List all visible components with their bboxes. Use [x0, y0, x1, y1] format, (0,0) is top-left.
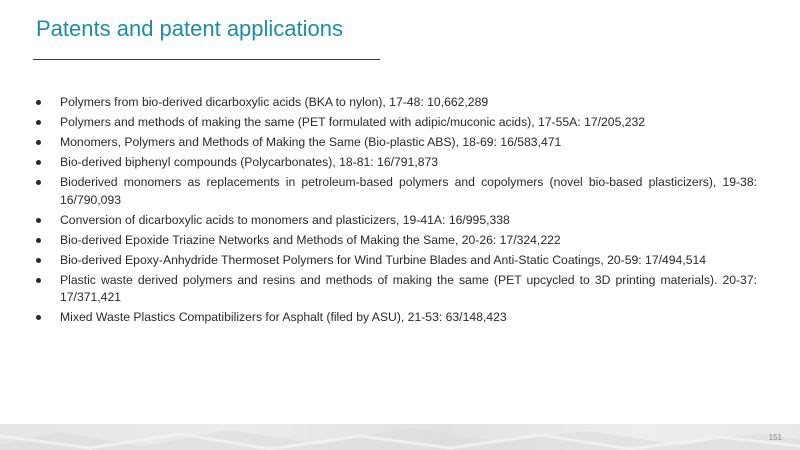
page-number: 151: [768, 433, 782, 442]
bullet-item: [33, 232, 757, 250]
bullet-dot-icon: [36, 218, 41, 223]
bullet-dot-icon: [36, 140, 41, 145]
bullet-item: [33, 134, 757, 152]
bullet-dot-icon: [36, 100, 41, 105]
bullet-dot-icon: [36, 160, 41, 165]
footer-texture: [0, 424, 800, 450]
bullet-text: Bio-derived biphenyl compounds (Polycarbonates), 18-81: 16/791,873: [60, 155, 439, 169]
bullet-dot-icon: [36, 278, 41, 283]
bullet-text: Mixed Waste Plastics Compatibilizers for Asphalt (filed by ASU), 21-53: 63/148,423: [60, 310, 507, 324]
bullet-dot-icon: [36, 180, 41, 185]
footer-band: [0, 424, 800, 450]
title-underline: [33, 59, 380, 60]
bullet-text: Plastic waste derived polymers and resins and methods of making the same (PET upcycled to 3D printing materials). 20-37: 17/371,421: [60, 272, 757, 304]
bullet-item: [33, 94, 757, 112]
bullet-dot-icon: [36, 238, 41, 243]
bullet-item: [33, 252, 757, 270]
bullet-text: Monomers, Polymers and Methods of Making the Same (Bio-plastic ABS), 18-69: 16/583,471: [60, 135, 562, 149]
bullet-text: Bioderived monomers as replacements in petroleum-based polymers and copolymers (novel bio-based plasticizers), 19-38: 16/790,093: [60, 175, 757, 207]
slide-title: Patents and patent applications: [36, 16, 344, 41]
bullet-item: [33, 212, 757, 230]
bullet-item: [33, 174, 757, 209]
bullet-text: Bio-derived Epoxy-Anhydride Thermoset Polymers for Wind Turbine Blades and Anti-Static Coatings, 20-59: 17/494,514: [60, 252, 707, 267]
bullet-list: [33, 94, 757, 329]
bullet-text: Polymers and methods of making the same (PET formulated with adipic/muconic acids), 17-55A: 17/205,232: [60, 115, 646, 129]
bullet-item: [33, 309, 757, 327]
bullet-text: Bio-derived Epoxide Triazine Networks and Methods of Making the Same, 20-26: 17/324,222: [60, 232, 561, 247]
bullet-text: Conversion of dicarboxylic acids to monomers and plasticizers, 19-41A: 16/995,338: [60, 212, 510, 227]
bullet-item: [33, 114, 757, 132]
bullet-item: [33, 154, 757, 172]
bullet-dot-icon: [36, 120, 41, 125]
bullet-item: [33, 272, 757, 307]
bullet-dot-icon: [36, 258, 41, 263]
bullet-text: Polymers from bio-derived dicarboxylic acids (BKA to nylon), 17-48: 10,662,289: [60, 95, 489, 109]
bullet-dot-icon: [36, 315, 41, 320]
